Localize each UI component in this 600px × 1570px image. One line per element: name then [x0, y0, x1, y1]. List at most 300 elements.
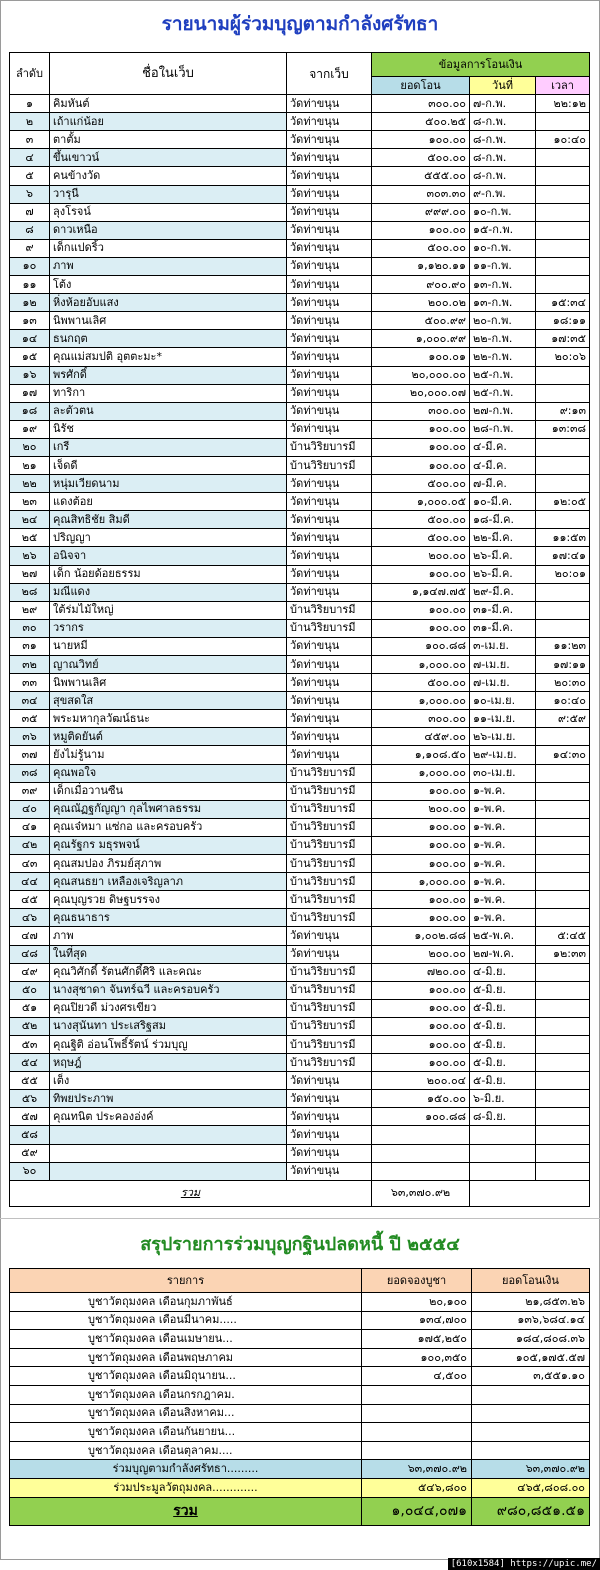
- summary-merit-pledge: ๖๓,๓๗๐.๙๒: [362, 1460, 472, 1479]
- row-number: ๑: [10, 95, 50, 113]
- row-date: ๑๓-ก.พ.: [470, 294, 536, 312]
- row-source: วัดท่าขนุน: [287, 113, 372, 131]
- row-amount: ๑๐๐.๘๘: [372, 637, 470, 655]
- summary-row-pledge: ๔,๕๐๐: [362, 1367, 472, 1386]
- table-row: [10, 511, 590, 529]
- row-number: ๑๖: [10, 366, 50, 384]
- row-number: ๔๕: [10, 891, 50, 909]
- row-number: ๕๔: [10, 1054, 50, 1072]
- row-time: [536, 782, 590, 800]
- row-date: ๕-มิ.ย.: [470, 981, 536, 999]
- table-row: [10, 1017, 590, 1035]
- row-amount: ๒๐๐.๐๒: [372, 294, 470, 312]
- row-source: วัดท่าขนุน: [287, 384, 372, 402]
- row-name: คนข้างวัด: [50, 167, 287, 185]
- row-date: ๑-พ.ค.: [470, 836, 536, 854]
- donor-table: [9, 52, 590, 1207]
- row-date: ๒๖-มี.ค.: [470, 565, 536, 583]
- row-source: วัดท่าขนุน: [287, 221, 372, 239]
- summary-auction-pledge: ๕๔๖,๘๐๐: [362, 1478, 472, 1497]
- row-source: วัดท่าขนุน: [287, 656, 372, 674]
- row-source: วัดท่าขนุน: [287, 95, 372, 113]
- row-amount: ๑๐๐.๐๐: [372, 782, 470, 800]
- summary-row-transfer: ๒๑,๘๕๓.๒๖: [472, 1293, 590, 1312]
- row-name: เด็ก น้อยด้อยธรรม: [50, 565, 287, 583]
- row-name: ใต้ร่มไม้ใหญ่: [50, 601, 287, 619]
- table-row: [10, 1035, 590, 1053]
- table-row: [10, 818, 590, 836]
- row-amount: ๕๐๐.๐๐: [372, 674, 470, 692]
- summary-row-item: บูชาวัตถุมงคล เดือนกรกฎาคม.: [10, 1385, 362, 1404]
- table-row: [10, 746, 590, 764]
- row-amount: ๑,๐๐๐.๙๙: [372, 330, 470, 348]
- table-row: [10, 167, 590, 185]
- row-number: ๔๑: [10, 818, 50, 836]
- row-source: วัดท่าขนุน: [287, 565, 372, 583]
- summary-row-item: บูชาวัตถุมงคล เดือนสิงหาคม...: [10, 1404, 362, 1423]
- row-date: ๒๕-ก.พ.: [470, 366, 536, 384]
- row-source: วัดท่าขนุน: [287, 1072, 372, 1090]
- row-amount: ๑,๑๔๗.๗๕: [372, 583, 470, 601]
- row-amount: ๕๕๕.๐๐: [372, 167, 470, 185]
- row-name: เถ้าแก่น้อย: [50, 113, 287, 131]
- row-date: ๑๐-ก.พ.: [470, 239, 536, 257]
- summary-total-label: รวม: [10, 1497, 362, 1525]
- row-date: ๓๐-เม.ย.: [470, 764, 536, 782]
- row-name: เต็ง: [50, 1072, 287, 1090]
- row-time: [536, 583, 590, 601]
- table-row: [10, 493, 590, 511]
- row-source: วัดท่าขนุน: [287, 348, 372, 366]
- summary-merit-transfer: ๖๓,๓๗๐.๙๒: [472, 1460, 590, 1479]
- row-amount: ๑๐๐.๘๘: [372, 1108, 470, 1126]
- row-name: หนุ่มเวียดนาม: [50, 475, 287, 493]
- row-source: วัดท่าขนุน: [287, 475, 372, 493]
- row-source: วัดท่าขนุน: [287, 637, 372, 655]
- summary-row: [10, 1385, 590, 1404]
- row-source: วัดท่าขนุน: [287, 529, 372, 547]
- row-time: [536, 836, 590, 854]
- row-amount: ๒๐๐.๐๐: [372, 800, 470, 818]
- row-source: บ้านวิริยบารมี: [287, 873, 372, 891]
- row-amount: ๑๐๐.๐๐: [372, 438, 470, 456]
- row-time: [536, 619, 590, 637]
- summary-row-item: บูชาวัตถุมงคล เดือนเมษายน...: [10, 1330, 362, 1349]
- table-row: [10, 1072, 590, 1090]
- row-name: หิ่งห้อยอับแสง: [50, 294, 287, 312]
- row-source: วัดท่าขนุน: [287, 294, 372, 312]
- row-time: ๙:๕๙: [536, 710, 590, 728]
- row-date: ๕-มิ.ย.: [470, 1054, 536, 1072]
- row-date: ๖-มิ.ย.: [470, 1090, 536, 1108]
- row-source: วัดท่าขนุน: [287, 276, 372, 294]
- table-row: [10, 945, 590, 963]
- row-date: ๓๑-มี.ค.: [470, 601, 536, 619]
- summary-row-item: บูชาวัตถุมงคล เดือนตุลาคม....: [10, 1441, 362, 1460]
- row-amount: ๔๕๙.๐๐: [372, 728, 470, 746]
- table-row: [10, 131, 590, 149]
- row-time: ๑๗:๑๑: [536, 656, 590, 674]
- row-date: ๘-ก.พ.: [470, 167, 536, 185]
- row-date: ๕-มิ.ย.: [470, 1017, 536, 1035]
- image-host-footer: [610x1584] https://upic.me/: [448, 1558, 600, 1570]
- row-time: [536, 221, 590, 239]
- row-source: บ้านวิริยบารมี: [287, 909, 372, 927]
- row-amount: ๑๐๐.๐๐: [372, 565, 470, 583]
- table-row: [10, 529, 590, 547]
- row-name: นางสุนันทา ประเสริฐสม: [50, 1017, 287, 1035]
- table-row: [10, 583, 590, 601]
- row-number: ๓๓: [10, 674, 50, 692]
- row-time: [536, 1072, 590, 1090]
- row-name: อนิจจา: [50, 547, 287, 565]
- row-number: ๔๐: [10, 800, 50, 818]
- row-name: โต้ง: [50, 276, 287, 294]
- row-date: ๒๒-มี.ค.: [470, 529, 536, 547]
- row-date: ๑๕-ก.พ.: [470, 221, 536, 239]
- row-amount: ๑๕๐.๐๐: [372, 1090, 470, 1108]
- row-number: ๕๗: [10, 1108, 50, 1126]
- row-source: วัดท่าขนุน: [287, 239, 372, 257]
- summary-row: [10, 1441, 590, 1460]
- row-name: ภาพ: [50, 257, 287, 275]
- summary-row-transfer: [472, 1423, 590, 1442]
- row-time: [536, 855, 590, 873]
- row-amount: ๑,๑๐๘.๕๐: [372, 746, 470, 764]
- row-date: ๔-มี.ค.: [470, 438, 536, 456]
- row-source: วัดท่าขนุน: [287, 945, 372, 963]
- table-row: [10, 149, 590, 167]
- row-source: บ้านวิริยบารมี: [287, 1054, 372, 1072]
- row-number: ๑๐: [10, 257, 50, 275]
- table-row: [10, 366, 590, 384]
- table-row: [10, 855, 590, 873]
- table-row: [10, 873, 590, 891]
- row-date: ๑๑-ก.พ.: [470, 257, 536, 275]
- row-name: วารุนี: [50, 185, 287, 203]
- table-row: [10, 963, 590, 981]
- row-date: ๒๙-มี.ค.: [470, 583, 536, 601]
- row-time: ๑๑:๒๓: [536, 637, 590, 655]
- row-date: [470, 1162, 536, 1180]
- row-amount: [372, 1144, 470, 1162]
- row-number: ๗: [10, 203, 50, 221]
- row-date: ๒๗-ก.พ.: [470, 402, 536, 420]
- row-name: คุณปิยวดี ม่วงศรเขียว: [50, 999, 287, 1017]
- row-amount: ๕๐๐.๐๐: [372, 529, 470, 547]
- summary-total-pledge: ๑,๐๔๔,๐๗๑: [362, 1497, 472, 1525]
- row-time: ๑๕:๓๔: [536, 294, 590, 312]
- row-number: ๑๙: [10, 420, 50, 438]
- row-amount: ๒๐๐.๐๐: [372, 945, 470, 963]
- row-source: วัดท่าขนุน: [287, 420, 372, 438]
- row-amount: ๑๐๐.๐๐: [372, 221, 470, 239]
- row-number: ๕๕: [10, 1072, 50, 1090]
- row-date: ๗-มี.ค.: [470, 475, 536, 493]
- summary-row: [10, 1293, 590, 1312]
- row-date: ๘-มิ.ย.: [470, 1108, 536, 1126]
- row-number: ๕๑: [10, 999, 50, 1017]
- row-time: ๒๐:๐๖: [536, 348, 590, 366]
- row-time: [536, 1126, 590, 1144]
- table-row: [10, 764, 590, 782]
- table-row: [10, 782, 590, 800]
- row-amount: ๒๐๐.๐๐: [372, 547, 470, 565]
- table-row: [10, 276, 590, 294]
- row-time: [536, 511, 590, 529]
- row-number: ๑๘: [10, 402, 50, 420]
- row-date: ๕-มิ.ย.: [470, 999, 536, 1017]
- summary-header-item: รายการ: [10, 1269, 362, 1293]
- row-date: [470, 1126, 536, 1144]
- summary-auction-label: ร่วมประมูลวัตถุมงคล.............: [10, 1478, 362, 1497]
- row-name: [50, 1162, 287, 1180]
- row-source: บ้านวิริยบารมี: [287, 764, 372, 782]
- row-date: ๘-ก.พ.: [470, 149, 536, 167]
- row-time: [536, 257, 590, 275]
- row-date: ๔-มี.ค.: [470, 456, 536, 474]
- row-time: [536, 818, 590, 836]
- summary-row-pledge: [362, 1441, 472, 1460]
- row-number: ๓๐: [10, 619, 50, 637]
- row-time: [536, 1162, 590, 1180]
- row-time: ๑๐:๔๐: [536, 692, 590, 710]
- row-amount: ๑๐๐.๐๐: [372, 818, 470, 836]
- row-number: ๓๒: [10, 656, 50, 674]
- summary-table: [9, 1268, 590, 1526]
- summary-row-pledge: [362, 1423, 472, 1442]
- table-row: [10, 312, 590, 330]
- table-row: [10, 1090, 590, 1108]
- row-time: ๒๐:๐๑: [536, 565, 590, 583]
- row-source: วัดท่าขนุน: [287, 1126, 372, 1144]
- row-time: [536, 366, 590, 384]
- row-number: ๒๘: [10, 583, 50, 601]
- row-source: วัดท่าขนุน: [287, 330, 372, 348]
- row-name: คุณฐิติ อ่อนโพธิ์รัตน์ ร่วมบุญ: [50, 1035, 287, 1053]
- row-name: คุณรัฐกร มธุรพจน์: [50, 836, 287, 854]
- row-source: วัดท่าขนุน: [287, 167, 372, 185]
- row-time: ๑๒:๐๕: [536, 493, 590, 511]
- row-date: ๒๖-เม.ย.: [470, 728, 536, 746]
- summary-row-pledge: ๑๐๐,๓๕๐: [362, 1348, 472, 1367]
- row-number: ๓๘: [10, 764, 50, 782]
- summary-merit-label: ร่วมบุญตามกำลังศรัทธา.........: [10, 1460, 362, 1479]
- row-source: บ้านวิริยบารมี: [287, 818, 372, 836]
- table-row: [10, 185, 590, 203]
- row-name: ยังไม่รู้นาม: [50, 746, 287, 764]
- summary-row-item: บูชาวัตถุมงคล เดือนกันยายน...: [10, 1423, 362, 1442]
- row-date: ๗-ก.พ.: [470, 95, 536, 113]
- row-name: เด็กเมื่อวานซืน: [50, 782, 287, 800]
- row-source: วัดท่าขนุน: [287, 185, 372, 203]
- row-amount: ๓๐๐.๐๐: [372, 710, 470, 728]
- row-number: ๒๗: [10, 565, 50, 583]
- row-amount: ๗๒๐.๐๐: [372, 963, 470, 981]
- summary-row: [10, 1348, 590, 1367]
- row-date: ๑๓-ก.พ.: [470, 276, 536, 294]
- row-source: บ้านวิริยบารมี: [287, 981, 372, 999]
- row-time: [536, 601, 590, 619]
- row-amount: [372, 1126, 470, 1144]
- row-name: นิรัช: [50, 420, 287, 438]
- row-amount: ๑,๐๐๐.๐๕: [372, 493, 470, 511]
- row-amount: ๑๐๐.๐๐: [372, 420, 470, 438]
- row-source: บ้านวิริยบารมี: [287, 999, 372, 1017]
- row-name: [50, 1144, 287, 1162]
- row-time: ๑๗:๔๑: [536, 547, 590, 565]
- row-amount: ๑๐๐.๐๑: [372, 348, 470, 366]
- row-name: สุขสดใส: [50, 692, 287, 710]
- summary-header-pledge: ยอดจองบูชา: [362, 1269, 472, 1293]
- table-row: [10, 927, 590, 945]
- table-row: [10, 420, 590, 438]
- row-source: วัดท่าขนุน: [287, 203, 372, 221]
- row-name: คุณสนธยา เหลืองเจริญลาภ: [50, 873, 287, 891]
- row-number: ๒๖: [10, 547, 50, 565]
- table-row: [10, 1054, 590, 1072]
- row-number: ๙: [10, 239, 50, 257]
- row-time: [536, 981, 590, 999]
- row-number: ๓: [10, 131, 50, 149]
- row-time: ๙:๑๓: [536, 402, 590, 420]
- table-row: [10, 656, 590, 674]
- row-name: พรศักดิ์: [50, 366, 287, 384]
- row-source: บ้านวิริยบารมี: [287, 1035, 372, 1053]
- table-row: [10, 384, 590, 402]
- row-amount: ๑๐๐.๐๐: [372, 619, 470, 637]
- row-number: ๑๒: [10, 294, 50, 312]
- row-name: ปริญญา: [50, 529, 287, 547]
- row-time: ๑๔:๓๐: [536, 746, 590, 764]
- row-amount: ๑๐๐.๐๐: [372, 456, 470, 474]
- row-name: [50, 1126, 287, 1144]
- row-source: บ้านวิริยบารมี: [287, 1017, 372, 1035]
- summary-title: สรุปรายการร่วมบุญกฐินปลดหนี้ ปี ๒๕๕๔: [140, 1234, 460, 1255]
- row-time: [536, 276, 590, 294]
- row-date: ๒๙-เม.ย.: [470, 746, 536, 764]
- row-time: [536, 239, 590, 257]
- row-amount: [372, 1162, 470, 1180]
- row-name: ลุงโรจน์: [50, 203, 287, 221]
- row-number: ๑๑: [10, 276, 50, 294]
- summary-row-item: บูชาวัตถุมงคล เดือนมิถุนายน...: [10, 1367, 362, 1386]
- row-name: คุณวิศักดิ์ รัตนศักดิ์ศิริ และคณะ: [50, 963, 287, 981]
- row-source: วัดท่าขนุน: [287, 746, 372, 764]
- row-amount: ๓๐๓.๓๐: [372, 185, 470, 203]
- row-date: ๑-พ.ค.: [470, 818, 536, 836]
- row-name: แดงต้อย: [50, 493, 287, 511]
- row-date: ๑-พ.ค.: [470, 873, 536, 891]
- row-name: คุณสิทธิชัย สิมดี: [50, 511, 287, 529]
- row-number: ๕๓: [10, 1035, 50, 1053]
- row-amount: ๑๐๐.๐๐: [372, 1035, 470, 1053]
- row-amount: ๑๐๐.๐๐: [372, 131, 470, 149]
- row-time: [536, 873, 590, 891]
- table-row: [10, 1108, 590, 1126]
- row-source: วัดท่าขนุน: [287, 547, 372, 565]
- row-name: เกรี: [50, 438, 287, 456]
- table-row: [10, 728, 590, 746]
- table-row: [10, 637, 590, 655]
- row-date: ๒๐-ก.พ.: [470, 312, 536, 330]
- row-source: วัดท่าขนุน: [287, 402, 372, 420]
- row-number: ๒๙: [10, 601, 50, 619]
- row-name: ทาริกา: [50, 384, 287, 402]
- row-time: ๒๐:๓๐: [536, 674, 590, 692]
- table-row: [10, 836, 590, 854]
- row-date: ๙-ก.พ.: [470, 185, 536, 203]
- row-number: ๓๗: [10, 746, 50, 764]
- table-row: [10, 619, 590, 637]
- row-time: [536, 1017, 590, 1035]
- table-row: [10, 113, 590, 131]
- table-row: [10, 1162, 590, 1180]
- row-amount: ๑,๑๒๐.๑๑: [372, 257, 470, 275]
- row-source: วัดท่าขนุน: [287, 511, 372, 529]
- row-name: หฤษฎ์: [50, 1054, 287, 1072]
- row-time: [536, 185, 590, 203]
- row-time: [536, 456, 590, 474]
- row-source: บ้านวิริยบารมี: [287, 782, 372, 800]
- row-source: บ้านวิริยบารมี: [287, 963, 372, 981]
- row-name: นิพพานเลิศ: [50, 312, 287, 330]
- row-number: ๕๖: [10, 1090, 50, 1108]
- row-date: ๕-มิ.ย.: [470, 1072, 536, 1090]
- row-name: นายหมี: [50, 637, 287, 655]
- table-row: [10, 257, 590, 275]
- summary-row: [10, 1311, 590, 1330]
- table-row: [10, 1144, 590, 1162]
- row-amount: ๓๐๐.๐๐: [372, 402, 470, 420]
- row-name: นิพพานเลิศ: [50, 674, 287, 692]
- row-date: ๒๗-พ.ค.: [470, 945, 536, 963]
- row-source: วัดท่าขนุน: [287, 1108, 372, 1126]
- row-number: ๑๔: [10, 330, 50, 348]
- row-date: ๗-เม.ย.: [470, 674, 536, 692]
- summary-header-transfer: ยอดโอนเงิน: [472, 1269, 590, 1293]
- table-row: [10, 710, 590, 728]
- summary-row-transfer: [472, 1385, 590, 1404]
- row-time: ๕:๔๕: [536, 927, 590, 945]
- row-name: มณีแดง: [50, 583, 287, 601]
- row-source: บ้านวิริยบารมี: [287, 836, 372, 854]
- row-source: วัดท่าขนุน: [287, 728, 372, 746]
- row-name: ขึ้นเขาวน์: [50, 149, 287, 167]
- summary-auction-transfer: ๔๖๕,๘๐๘.๐๐: [472, 1478, 590, 1497]
- row-name: คุณแม่สมปติ อุตตะมะ*: [50, 348, 287, 366]
- header-time: เวลา: [536, 77, 590, 95]
- header-source: จากเว็บ: [287, 53, 372, 95]
- summary-row-pledge: ๑๗๕,๒๕๐: [362, 1330, 472, 1349]
- row-time: [536, 1090, 590, 1108]
- summary-row-transfer: ๑๘๔,๘๐๘.๓๖: [472, 1330, 590, 1349]
- row-amount: ๒๐,๐๐๐.๐๗: [372, 384, 470, 402]
- row-amount: ๒๐,๐๐๐.๐๐: [372, 366, 470, 384]
- table-row: [10, 348, 590, 366]
- row-amount: ๕๐๐.๒๕: [372, 113, 470, 131]
- row-name: พระมหากุลวัฒน์ธนะ: [50, 710, 287, 728]
- row-amount: ๒๐๐.๐๔: [372, 1072, 470, 1090]
- row-amount: ๕๐๐.๐๐: [372, 475, 470, 493]
- row-source: วัดท่าขนุน: [287, 583, 372, 601]
- row-source: วัดท่าขนุน: [287, 366, 372, 384]
- summary-row-item: บูชาวัตถุมงคล เดือนมีนาคม.....: [10, 1311, 362, 1330]
- row-number: ๘: [10, 221, 50, 239]
- row-source: บ้านวิริยบารมี: [287, 438, 372, 456]
- row-number: ๒๒: [10, 475, 50, 493]
- row-amount: ๑๐๐.๐๐: [372, 1054, 470, 1072]
